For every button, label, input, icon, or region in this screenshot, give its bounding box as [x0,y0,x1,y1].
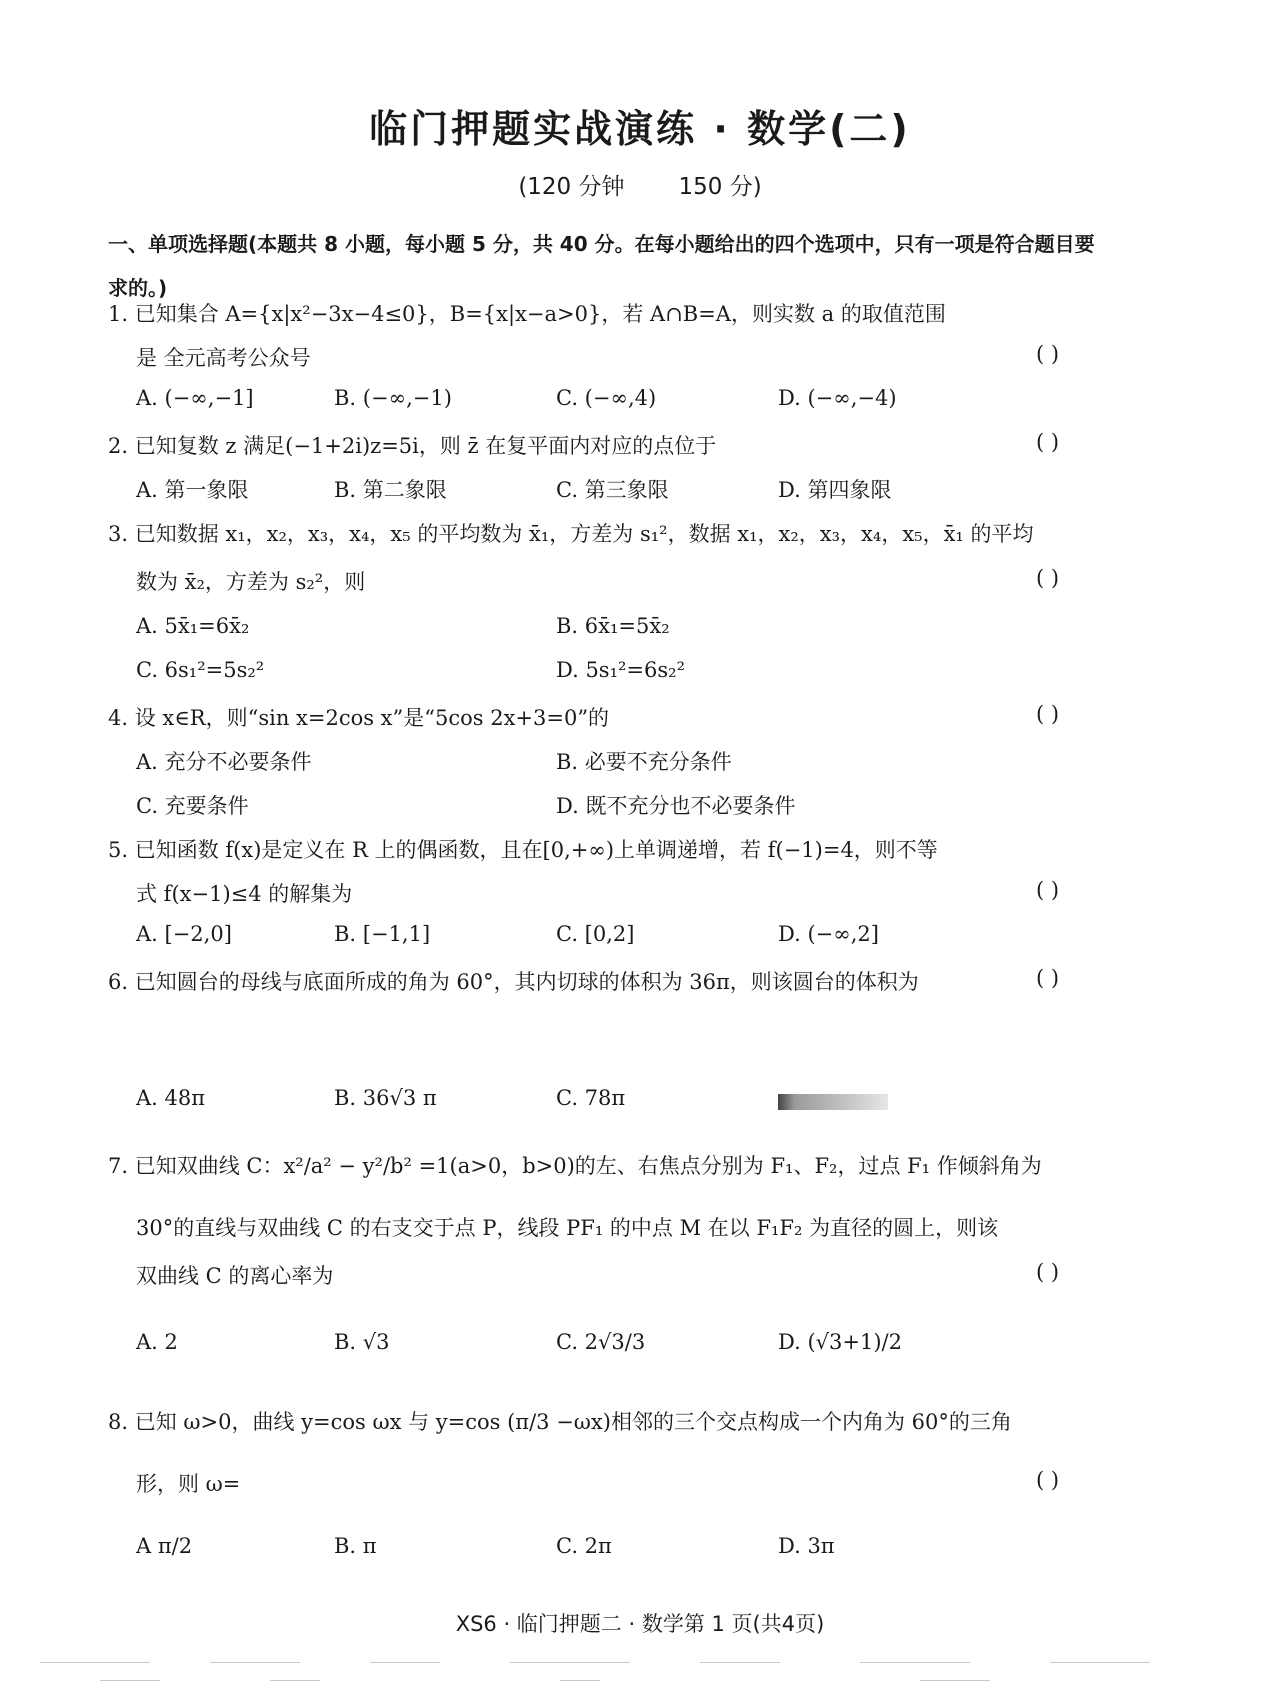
answer-blank-4: ( ) [1036,702,1060,726]
question-8-line-2: 形，则 ω= [136,1472,241,1496]
page-footer: XS6 · 临门押题二 · 数学第 1 页(共4页) [455,1612,825,1636]
exam-duration-score [0,168,1280,201]
question-3-option-b: B. 6x̄₁=5x̄₂ [556,614,670,638]
question-4-line-1: 4. 设 x∈R，则“sin x=2cos x”是“5cos 2x+3=0”的 [108,706,610,730]
question-3-line-2: 数为 x̄₂，方差为 s₂²，则 [136,570,366,594]
exam-duration: (120 分钟 [518,174,625,200]
answer-blank-6: ( ) [1036,966,1060,990]
question-5-option-c: C. [0,2] [556,922,635,946]
question-5-line-1: 5. 已知函数 f(x)是定义在 R 上的偶函数，且在[0,+∞)上单调递增，若 f(−1)=4，则不等 [108,838,938,862]
answer-blank-7: ( ) [1036,1260,1060,1284]
question-1-option-b: B. (−∞,−1) [334,386,452,410]
question-1-line-1: 1. 已知集合 A={x|x²−3x−4≤0}，B={x|x−a>0}，若 A∩B=A，则实数 a 的取值范围 [108,302,946,326]
question-8-option-c: C. 2π [556,1534,612,1558]
answer-blank-5: ( ) [1036,878,1060,902]
question-5-option-b: B. [−1,1] [334,922,431,946]
question-7-line-3: 双曲线 C 的离心率为 [136,1264,334,1288]
question-6-option-c: C. 78π [556,1086,626,1110]
scan-smudge [778,1094,888,1110]
question-1-line-2: 是 全元高考公众号 [136,346,311,370]
page-title: 临门押题实战演练 · 数学(二) [369,107,911,151]
question-2-line-1: 2. 已知复数 z 满足(−1+2i)z=5i，则 z̄ 在复平面内对应的点位于 [108,434,717,458]
question-6-option-b: B. 36√3 π [334,1086,437,1110]
answer-blank-3: ( ) [1036,566,1060,590]
answer-blank-2: ( ) [1036,430,1060,454]
question-2-option-b: B. 第二象限 [334,478,447,502]
question-4-option-a: A. 充分不必要条件 [136,750,312,774]
question-6-option-a: A. 48π [136,1086,206,1110]
question-1-option-c: C. (−∞,4) [556,386,657,410]
question-5-option-d: D. (−∞,2] [778,922,879,946]
question-8-option-a: A π/2 [136,1534,193,1558]
question-4-option-c: C. 充要条件 [136,794,249,818]
question-7-option-c: C. 2√3/3 [556,1330,646,1354]
question-3-option-d: D. 5s₁²=6s₂² [556,658,685,682]
question-8-line-1: 8. 已知 ω>0，曲线 y=cos ωx 与 y=cos (π/3 −ωx)相邻的三个交点构成一个内角为 60°的三角 [108,1410,1012,1434]
question-8-option-d: D. 3π [778,1534,835,1558]
question-4-option-b: B. 必要不充分条件 [556,750,732,774]
question-3-option-c: C. 6s₁²=5s₂² [136,658,265,682]
question-8-option-b: B. π [334,1534,377,1558]
question-1-option-a: A. (−∞,−1] [136,386,254,410]
question-7-option-a: A. 2 [136,1330,178,1354]
question-4-option-d: D. 既不充分也不必要条件 [556,794,796,818]
question-7-line-2: 30°的直线与双曲线 C 的右支交于点 P，线段 PF₁ 的中点 M 在以 F₁F₂ 为直径的圆上，则该 [136,1216,999,1240]
question-2-option-a: A. 第一象限 [136,478,249,502]
question-2-option-d: D. 第四象限 [778,478,892,502]
question-6-line-1: 6. 已知圆台的母线与底面所成的角为 60°，其内切球的体积为 36π，则该圆台的体积为 [108,970,919,994]
question-7-line-1: 7. 已知双曲线 C：x²/a² − y²/b² =1(a>0，b>0)的左、右焦点分别为 F₁、F₂，过点 F₁ 作倾斜角为 [108,1154,1042,1178]
question-3-option-a: A. 5x̄₁=6x̄₂ [136,614,250,638]
question-1-option-d: D. (−∞,−4) [778,386,897,410]
question-5-option-a: A. [−2,0] [136,922,232,946]
answer-blank-8: ( ) [1036,1468,1060,1492]
question-3-line-1: 3. 已知数据 x₁，x₂，x₃，x₄，x₅ 的平均数为 x̄₁，方差为 s₁²，数据 x₁，x₂，x₃，x₄，x₅，x̄₁ 的平均 [108,522,1034,546]
question-5-line-2: 式 f(x−1)≤4 的解集为 [136,882,353,906]
scan-dash-marks [40,1660,1240,1690]
answer-blank-1: ( ) [1036,342,1060,366]
question-2-option-c: C. 第三象限 [556,478,669,502]
question-7-option-d: D. (√3+1)/2 [778,1330,902,1354]
exam-total-score: 150 分) [678,174,762,200]
section-heading: 一、单项选择题(本题共 8 小题，每小题 5 分，共 40 分。在每小题给出的四个选项中，只有一项是符合题目要求的。) [108,232,1095,300]
question-7-option-b: B. √3 [334,1330,390,1354]
